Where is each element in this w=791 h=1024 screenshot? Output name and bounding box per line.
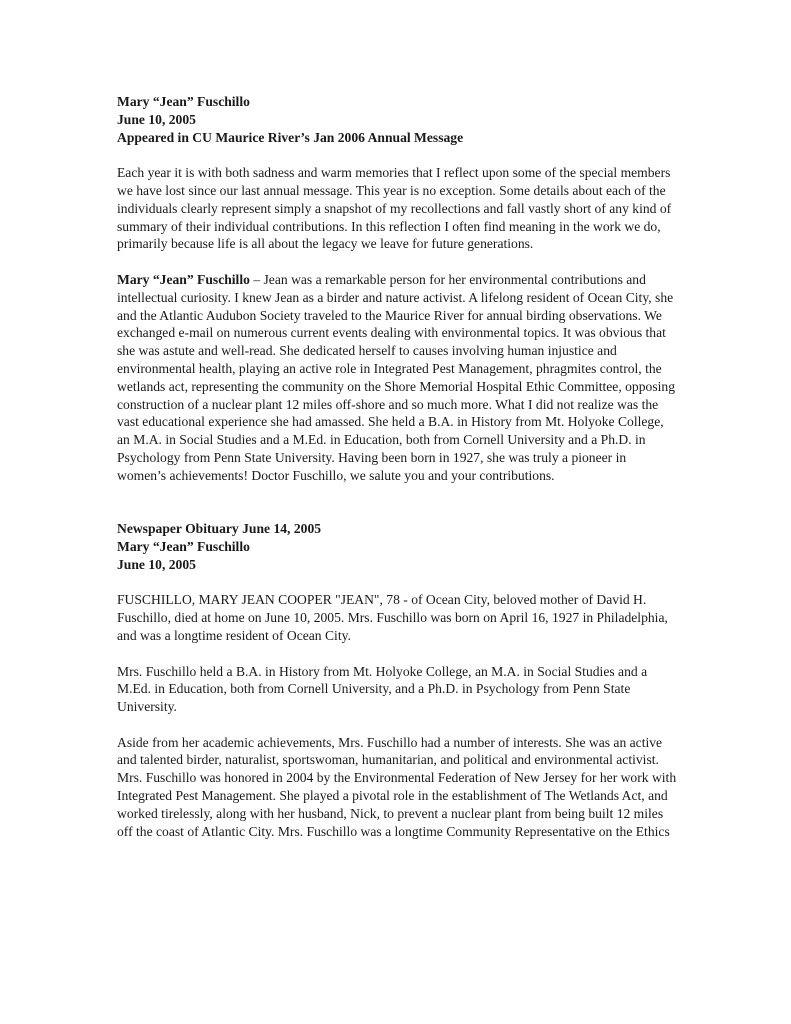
obituary-name: Mary “Jean” Fuschillo [117, 538, 250, 554]
obituary-date: June 10, 2005 [117, 556, 196, 572]
tribute-text: – Jean was a remarkable person for her environmental contributions and intellectual curiosity. I knew Jean as a birder and nature activist. A lifelong resident of Ocean City, she and the Atlantic Audubon Society traveled to the Maurice River for annual birding observations. We exchanged e-mail on numerous current events dealing with environmental topics. It was obvious that she was astute and well-read. She dedicated herself to causes involving human injustice and environmental health, playing an active role in Integrated Pest Management, phragmites control, the wetlands act, representing the community on the Shore Memorial Hospital Ethic Committee, opposing construction of a nuclear plant 12 miles off-shore and so much more. What I did not realize was the vast educational experience she had amassed. She held a B.A. in History from Mt. Holyoke College, an M.A. in Social Studies and a M.Ed. in Education, both from Cornell University and a Ph.D. in Psychology from Penn State University. Having been born in 1927, she was truly a pioneer in women’s achievements! Doctor Fuschillo, we salute you and your contributions. [117, 271, 675, 483]
spacer [117, 146, 677, 164]
intro-paragraph: Each year it is with both sadness and warm memories that I reflect upon some of the special members we have lost since our last annual message. This year is no exception. Some details about each of the individuals clearly represent simply a snapshot of my recollections and fall vastly short of any kind of summary of their individual contributions. In this reflection I often find meaning in the work we do, primarily because life is all about the legacy we leave for future generations. [117, 165, 672, 252]
memorial-heading [117, 93, 677, 146]
spacer [117, 645, 677, 663]
obituary-paragraph: Mrs. Fuschillo held a B.A. in History from Mt. Holyoke College, an M.A. in Social Studies and a M.Ed. in Education, both from Cornell University, and a Ph.D. in Psychology from Penn State University. [117, 663, 648, 715]
obituary-paragraph: Aside from her academic achievements, Mrs. Fuschillo had a number of interests. She was an active and talented birder, naturalist, sportswoman, humanitarian, and political and environmental activist. Mrs. Fuschillo was honored in 2004 by the Environmental Federation of New Jersey for her work with Integrated Pest Management. She played a pivotal role in the establishment of The Wetlands Act, and worked tirelessly, along with her husband, Nick, to prevent a nuclear plant from being built 12 miles off the coast of Atlantic City. Mrs. Fuschillo was a longtime Community Representative on the Ethics [117, 734, 677, 839]
tribute-paragraph [117, 271, 677, 485]
tribute-name: Mary “Jean” Fuschillo [117, 271, 250, 287]
memorial-source: Appeared in CU Maurice River’s Jan 2006 Annual Message [117, 129, 464, 145]
spacer [117, 253, 677, 271]
memorial-name: Mary “Jean” Fuschillo [117, 94, 250, 109]
spacer [117, 574, 677, 592]
spacer [117, 716, 677, 734]
document-page [117, 93, 677, 840]
section-spacer [117, 485, 677, 521]
obituary-paragraph: FUSCHILLO, MARY JEAN COOPER "JEAN", 78 - of Ocean City, beloved mother of David H. Fuschillo, died at home on June 10, 2005. Mrs. Fuschillo was born on April 16, 1927 in Philadelphia, and was a longtime resident of Ocean City. [117, 592, 668, 643]
obituary-title: Newspaper Obituary June 14, 2005 [117, 521, 322, 537]
memorial-date: June 10, 2005 [117, 111, 196, 127]
obituary-heading [117, 520, 677, 573]
